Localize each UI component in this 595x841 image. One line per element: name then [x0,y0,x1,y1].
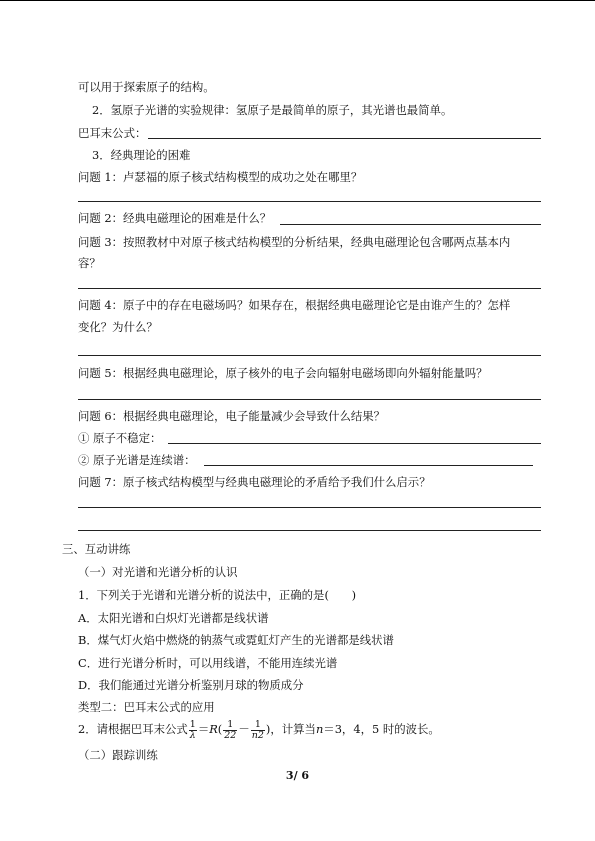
question-4: 问题 4：原子中的存在电磁场吗？如果存在，根据经典电磁理论它是由谁产生的？怎样 [78,298,511,312]
balmer-formula-label: 巴耳末公式： [78,126,147,140]
subsection-heading: （一）对光谱和光谱分析的认识 [78,565,238,579]
exercise-2-text: 2．请根据巴耳末公式 [78,722,188,736]
answer-blank[interactable] [78,507,541,508]
answer-blank[interactable] [148,138,541,139]
section-heading: 3．经典理论的困难 [92,148,191,162]
answer-blank[interactable] [78,288,541,289]
question-4-cont: 变化？为什么？ [78,320,158,334]
question-3-cont: 容？ [78,256,101,270]
section-heading: 三、互动讲练 [62,542,131,556]
text-line: 2．氢原子光谱的实验规律：氢原子是最简单的原子，其光谱也最简单。 [92,103,453,117]
question-6-item-1: ① 原子不稳定： [78,431,162,445]
question-1: 问题 1：卢瑟福的原子核式结构模型的成功之处在哪里？ [78,170,363,184]
answer-blank[interactable] [78,530,541,531]
fraction-one-over-n2: $\frac{1}{n2}$ [251,718,264,741]
answer-blank[interactable] [280,224,541,225]
answer-blank[interactable] [78,399,541,400]
exercise-1: 1．下列关于光谱和光谱分析的说法中，正确的是( ) [78,588,357,602]
answer-blank[interactable] [204,465,533,466]
question-5: 问题 5：根据经典电磁理论，原子核外的电子会向辐射电磁场即向外辐射能量吗？ [78,366,488,380]
question-2: 问题 2：经典电磁理论的困难是什么？ [78,211,272,225]
fraction-one-over-22: $\frac{1}{22}$ [224,718,237,741]
option-d: D．我们能通过光谱分析鉴别月球的物质成分 [78,678,304,692]
question-6-item-2: ② 原子光谱是连续谱： [78,453,196,467]
page-top-rule [0,0,595,1]
text-line: 可以用于探索原子的结构。 [78,80,215,94]
question-6: 问题 6：根据经典电磁理论，电子能量减少会导致什么结果？ [78,409,386,423]
exercise-2: 2．请根据巴耳末公式 $\frac{1}{\lambda}$ ＝R( $\frac{1}{22}$ － $\frac{1}{n2}$ )，计算当n＝3，4，5 时的波长。 [78,718,440,741]
option-a: A．太阳光谱和白炽灯光谱都是线状谱 [78,611,269,625]
question-3: 问题 3：按照教材中对原子核式结构模型的分析结果，经典电磁理论包含哪两点基本内 [78,235,511,249]
option-b: B．煤气灯火焰中燃烧的钠蒸气或霓虹灯产生的光谱都是线状谱 [78,633,394,647]
answer-blank[interactable] [78,355,541,356]
option-c: C．进行光谱分析时，可以用线谱，不能用连续光谱 [78,656,338,670]
page-number: 3/ 6 [285,769,310,782]
question-7: 问题 7：原子核式结构模型与经典电磁理论的矛盾给予我们什么启示？ [78,475,431,489]
type-heading: 类型二：巴耳末公式的应用 [78,700,215,714]
subsection-heading: （二）跟踪训练 [78,748,158,762]
fraction-one-over-lambda: $\frac{1}{\lambda}$ [189,718,196,741]
answer-blank[interactable] [78,201,541,202]
answer-blank[interactable] [168,443,541,444]
